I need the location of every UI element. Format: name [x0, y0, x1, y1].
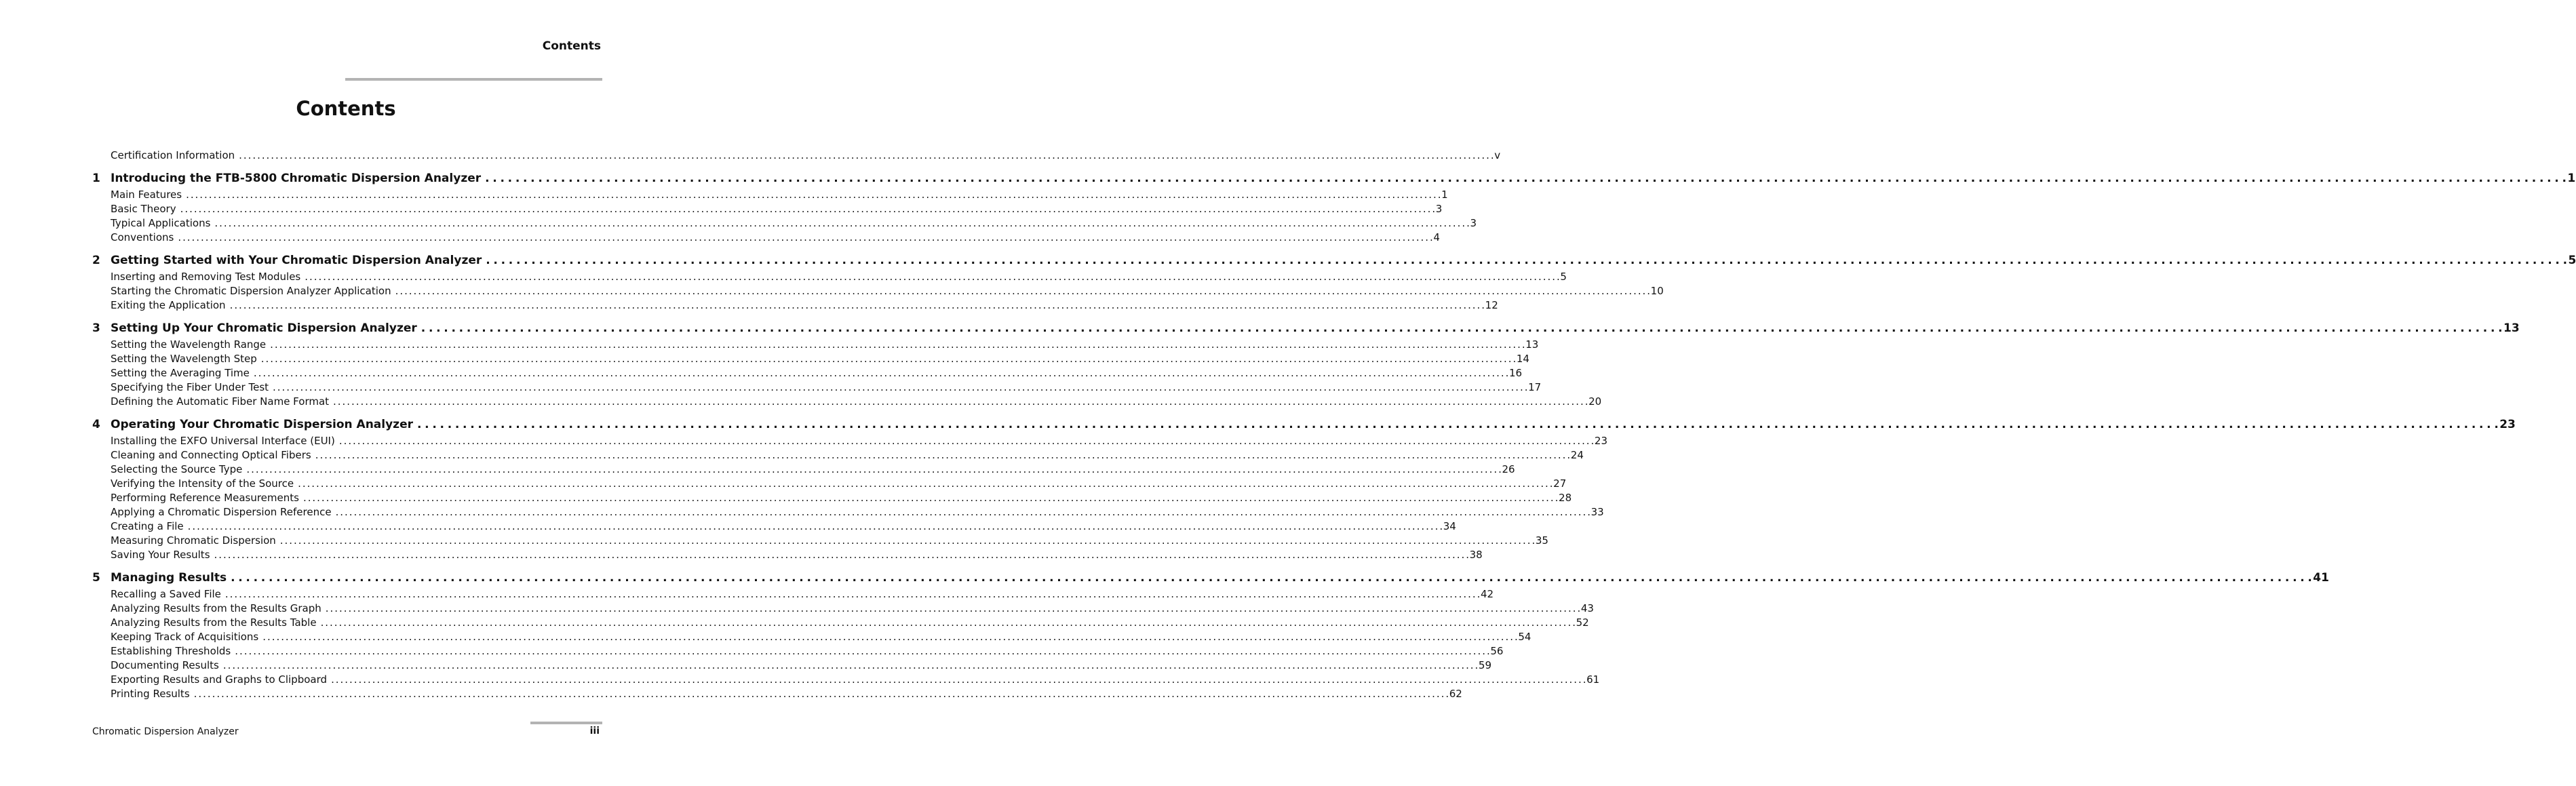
- dot-leader: [231, 570, 2311, 586]
- dot-leader: [339, 434, 1593, 448]
- toc-section-entry[interactable]: [111, 602, 1594, 616]
- dot-leader: [270, 338, 1524, 352]
- section-title: Performing Reference Measurements: [111, 492, 299, 504]
- section-page: 42: [1480, 588, 1494, 600]
- dot-leader: [305, 270, 1559, 284]
- toc-section-entry[interactable]: [111, 216, 1477, 231]
- toc-section-entry[interactable]: [111, 548, 1483, 562]
- section-page: 59: [1478, 659, 1492, 671]
- toc-section-entry[interactable]: [111, 338, 1539, 352]
- dot-leader: [180, 202, 1435, 216]
- chapter-number: 1: [92, 172, 100, 185]
- toc-chapter-1[interactable]: [92, 170, 2576, 186]
- section-page: 12: [1485, 299, 1498, 311]
- toc-section-entry[interactable]: [111, 380, 1542, 395]
- chapter-title: Setting Up Your Chromatic Dispersion Analyzer: [111, 321, 417, 335]
- toc-entry-certification[interactable]: [111, 149, 1501, 163]
- section-title: Installing the EXFO Universal Interface (EUI): [111, 435, 335, 447]
- dot-leader: [239, 149, 1493, 163]
- section-page: 3: [1470, 217, 1477, 229]
- section-title: Recalling a Saved File: [111, 588, 221, 600]
- section-title: Starting the Chromatic Dispersion Analyzer Application: [111, 285, 391, 297]
- dot-leader: [336, 505, 1590, 519]
- section-title: Inserting and Removing Test Modules: [111, 271, 301, 283]
- section-title: Analyzing Results from the Results Table: [111, 616, 317, 629]
- section-page: 35: [1535, 534, 1548, 547]
- section-title: Selecting the Source Type: [111, 463, 243, 475]
- dot-leader: [194, 687, 1448, 701]
- toc-section-entry[interactable]: [111, 644, 1504, 659]
- chapter-number: 2: [92, 254, 100, 267]
- section-page: 28: [1559, 492, 1572, 504]
- toc-section-entry[interactable]: [111, 505, 1604, 519]
- section-title: Defining the Automatic Fiber Name Format: [111, 395, 330, 408]
- section-title: Setting the Wavelength Range: [111, 338, 267, 351]
- toc-section-entry[interactable]: [111, 270, 1567, 284]
- dot-leader: [326, 602, 1580, 616]
- footer-rule: [530, 722, 602, 724]
- table-of-contents: [0, 149, 2576, 701]
- dot-leader: [315, 448, 1569, 463]
- toc-section-entry[interactable]: [111, 477, 1567, 491]
- toc-section-entry[interactable]: [111, 434, 1608, 448]
- dot-leader: [421, 320, 2502, 336]
- chapter-number: 5: [92, 571, 100, 585]
- chapter-title: Introducing the FTB-5800 Chromatic Dispersion Analyzer: [111, 172, 482, 185]
- dot-leader: [333, 395, 1587, 409]
- dot-leader: [261, 352, 1515, 366]
- header-rule: [345, 78, 602, 81]
- toc-entry-page: v: [1494, 149, 1501, 161]
- section-title: Applying a Chromatic Dispersion Reference: [111, 506, 332, 518]
- dot-leader: [395, 284, 1650, 298]
- toc-section-entry[interactable]: [111, 188, 1448, 202]
- dot-leader: [188, 519, 1442, 534]
- section-title: Measuring Chromatic Dispersion: [111, 534, 276, 547]
- dot-leader: [246, 463, 1500, 477]
- section-title: Cleaning and Connecting Optical Fibers: [111, 449, 311, 461]
- toc-entry-title: Certification Information: [111, 149, 235, 161]
- chapter-number: 3: [92, 321, 100, 335]
- section-page: 4: [1433, 231, 1440, 243]
- section-page: 23: [1594, 435, 1608, 447]
- toc-section-entry[interactable]: [111, 616, 1589, 630]
- chapter-number: 4: [92, 418, 100, 431]
- page-title: Contents: [296, 97, 396, 120]
- dot-leader: [303, 491, 1557, 505]
- section-page: 14: [1516, 353, 1529, 365]
- section-title: Setting the Wavelength Step: [111, 353, 257, 365]
- chapter-title: Operating Your Chromatic Dispersion Analyzer: [111, 418, 413, 431]
- toc-section-entry[interactable]: [111, 463, 1515, 477]
- section-page: 38: [1469, 549, 1483, 561]
- dot-leader: [298, 477, 1552, 491]
- toc-section-entry[interactable]: [111, 298, 1498, 313]
- section-title: Typical Applications: [111, 217, 211, 229]
- dot-leader: [230, 298, 1484, 313]
- toc-section-entry[interactable]: [111, 630, 1531, 644]
- section-title: Exiting the Application: [111, 299, 226, 311]
- chapter-page: 5: [2568, 254, 2576, 267]
- section-title: Specifying the Fiber Under Test: [111, 381, 269, 393]
- toc-section-entry[interactable]: [111, 366, 1523, 380]
- section-page: 54: [1518, 631, 1531, 643]
- section-title: Conventions: [111, 231, 174, 243]
- toc-chapter-4[interactable]: [92, 416, 2516, 433]
- dot-leader: [254, 366, 1508, 380]
- section-title: Keeping Track of Acquisitions: [111, 631, 259, 643]
- section-page: 17: [1528, 381, 1542, 393]
- dot-leader: [273, 380, 1527, 395]
- dot-leader: [280, 534, 1534, 548]
- section-page: 10: [1650, 285, 1664, 297]
- section-page: 27: [1553, 477, 1567, 490]
- dot-leader: [235, 644, 1489, 659]
- section-title: Printing Results: [111, 688, 190, 700]
- section-page: 5: [1560, 271, 1567, 283]
- section-page: 43: [1580, 602, 1594, 614]
- chapter-page: 1: [2567, 172, 2576, 185]
- section-page: 1: [1441, 189, 1448, 201]
- chapter-list: [0, 170, 2576, 701]
- section-page: 52: [1576, 616, 1589, 629]
- section-page: 26: [1502, 463, 1515, 475]
- section-title: Documenting Results: [111, 659, 219, 671]
- dot-leader: [486, 252, 2567, 269]
- dot-leader: [178, 231, 1432, 245]
- section-title: Verifying the Intensity of the Source: [111, 477, 294, 490]
- toc-chapter-2[interactable]: [92, 252, 2576, 269]
- section-page: 24: [1570, 449, 1584, 461]
- toc-section-entry[interactable]: [111, 352, 1529, 366]
- chapter-page: 41: [2313, 571, 2329, 585]
- chapter-title: Getting Started with Your Chromatic Dispersion Analyzer: [111, 254, 482, 267]
- toc-section-entry[interactable]: [111, 395, 1602, 409]
- dot-leader: [214, 548, 1468, 562]
- dot-leader: [321, 616, 1575, 630]
- footer-page-number: iii: [589, 726, 600, 736]
- section-page: 3: [1435, 203, 1443, 215]
- toc-section-entry[interactable]: [111, 534, 1548, 548]
- toc-chapter-5[interactable]: [92, 570, 2329, 586]
- toc-chapter-3[interactable]: [92, 320, 2520, 336]
- toc-section-entry[interactable]: [111, 284, 1664, 298]
- toc-section-entry[interactable]: [111, 202, 1443, 216]
- chapter-page: 13: [2503, 321, 2520, 335]
- dot-leader: [262, 630, 1517, 644]
- section-title: Setting the Averaging Time: [111, 367, 250, 379]
- section-page: 56: [1490, 645, 1504, 657]
- section-title: Saving Your Results: [111, 549, 210, 561]
- running-header: Contents: [542, 39, 601, 53]
- dot-leader: [225, 587, 1479, 602]
- section-title: Establishing Thresholds: [111, 645, 231, 657]
- dot-leader: [417, 416, 2498, 433]
- section-title: Analyzing Results from the Results Graph: [111, 602, 321, 614]
- toc-section-entry[interactable]: [111, 519, 1456, 534]
- section-page: 13: [1525, 338, 1539, 351]
- toc-section-entry[interactable]: [111, 448, 1584, 463]
- section-page: 16: [1508, 367, 1523, 379]
- section-page: 34: [1443, 520, 1456, 532]
- section-title: Main Features: [111, 189, 182, 201]
- toc-section-entry[interactable]: [111, 687, 1462, 701]
- chapter-page: 23: [2499, 418, 2516, 431]
- dot-leader: [485, 170, 2566, 186]
- toc-section-entry[interactable]: [111, 587, 1494, 602]
- section-title: Creating a File: [111, 520, 184, 532]
- dot-leader: [186, 188, 1440, 202]
- section-page: 61: [1586, 673, 1600, 686]
- toc-section-entry[interactable]: [111, 231, 1440, 245]
- toc-section-entry[interactable]: [111, 673, 1600, 687]
- section-page: 20: [1588, 395, 1602, 408]
- chapter-title: Managing Results: [111, 571, 227, 585]
- section-title: Exporting Results and Graphs to Clipboard: [111, 673, 328, 686]
- dot-leader: [223, 659, 1477, 673]
- section-page: 62: [1449, 688, 1462, 700]
- dot-leader: [331, 673, 1585, 687]
- section-page: 33: [1591, 506, 1604, 518]
- toc-section-entry[interactable]: [111, 659, 1492, 673]
- toc-section-entry[interactable]: [111, 491, 1572, 505]
- footer-title: Chromatic Dispersion Analyzer: [92, 726, 239, 737]
- section-title: Basic Theory: [111, 203, 176, 215]
- dot-leader: [214, 216, 1468, 231]
